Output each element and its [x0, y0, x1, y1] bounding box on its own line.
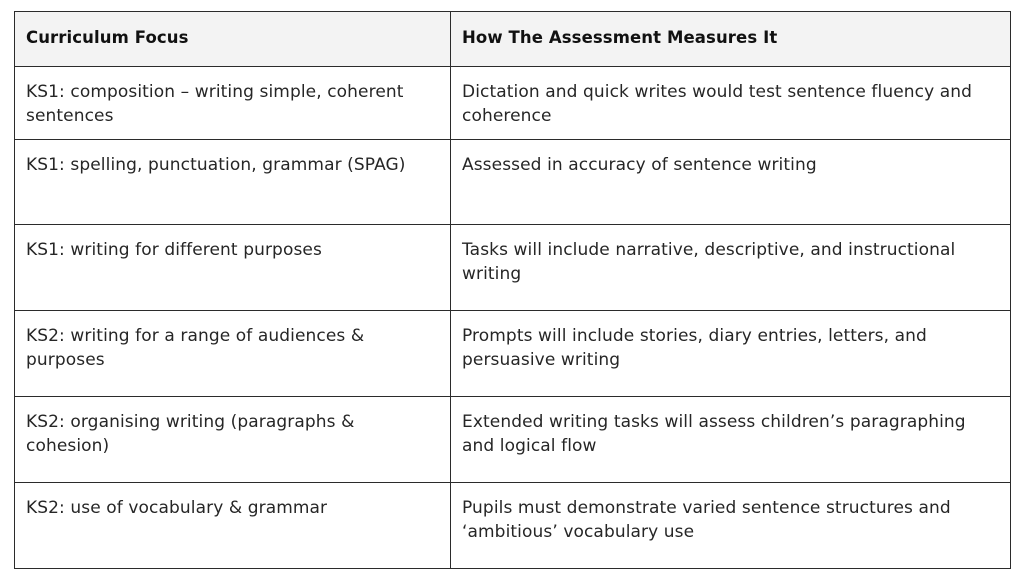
- table-row: [15, 397, 1011, 483]
- header-row: [15, 12, 1011, 67]
- table-header: [15, 12, 1011, 67]
- curriculum-focus-cell: KS2: organising writing (paragraphs & cohesion): [15, 397, 451, 483]
- assessment-measure-cell: Assessed in accuracy of sentence writing: [451, 140, 1011, 225]
- header-assessment-measure: How The Assessment Measures It: [451, 12, 1011, 67]
- curriculum-focus-cell: KS1: writing for different purposes: [15, 225, 451, 311]
- table-row: [15, 225, 1011, 311]
- curriculum-assessment-table: [14, 11, 1011, 569]
- assessment-measure-cell: Tasks will include narrative, descriptive, and instructional writing: [451, 225, 1011, 311]
- curriculum-focus-cell: KS1: composition – writing simple, coherent sentences: [15, 67, 451, 140]
- curriculum-focus-cell: KS2: use of vocabulary & grammar: [15, 483, 451, 569]
- table-row: [15, 140, 1011, 225]
- header-curriculum-focus: Curriculum Focus: [15, 12, 451, 67]
- assessment-measure-cell: Extended writing tasks will assess children’s paragraphing and logical flow: [451, 397, 1011, 483]
- curriculum-assessment-table-container: [14, 11, 1010, 569]
- table-row: [15, 483, 1011, 569]
- assessment-measure-cell: Dictation and quick writes would test sentence fluency and coherence: [451, 67, 1011, 140]
- table-body: [15, 67, 1011, 569]
- curriculum-focus-cell: KS2: writing for a range of audiences & purposes: [15, 311, 451, 397]
- assessment-measure-cell: Pupils must demonstrate varied sentence structures and ‘ambitious’ vocabulary use: [451, 483, 1011, 569]
- curriculum-focus-cell: KS1: spelling, punctuation, grammar (SPAG): [15, 140, 451, 225]
- table-row: [15, 311, 1011, 397]
- assessment-measure-cell: Prompts will include stories, diary entries, letters, and persuasive writing: [451, 311, 1011, 397]
- table-row: [15, 67, 1011, 140]
